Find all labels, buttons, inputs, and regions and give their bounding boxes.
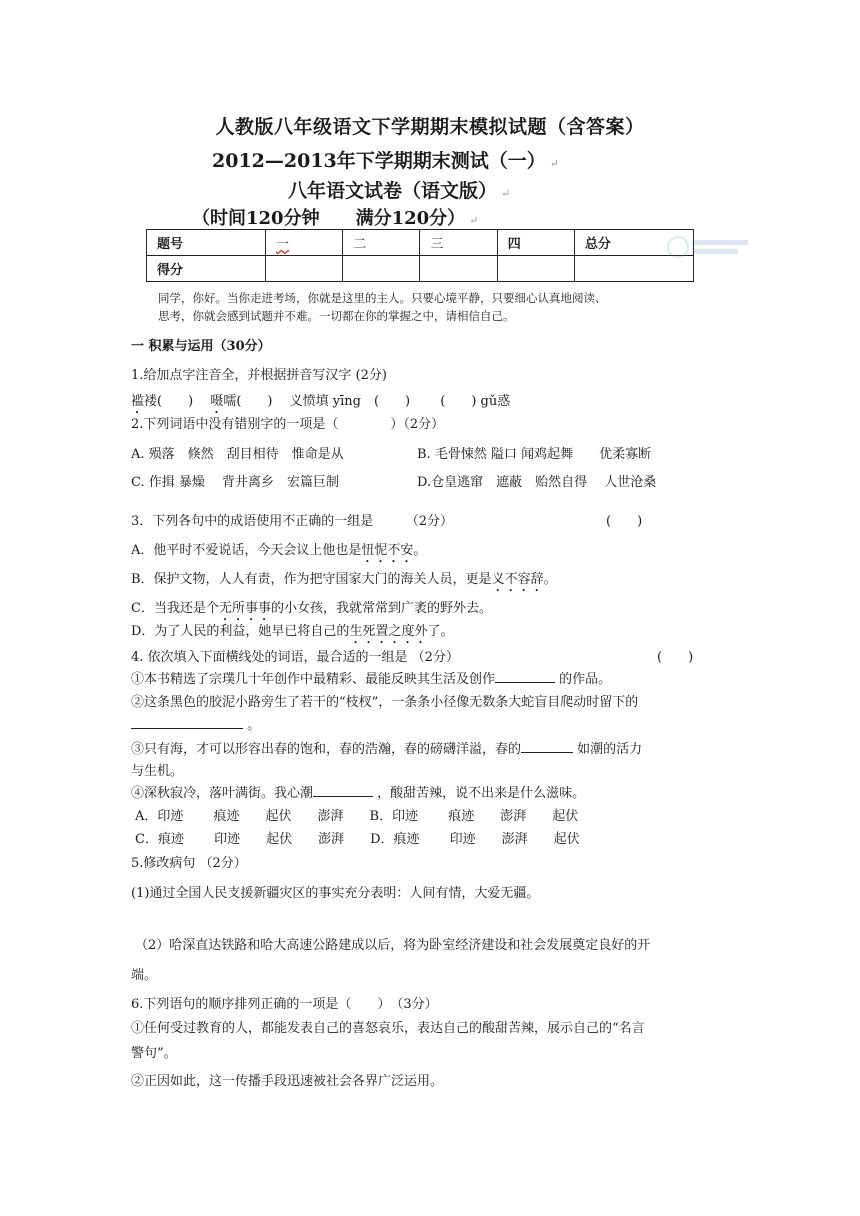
watermark-logo-icon (666, 234, 752, 260)
sentence-text: 的作品。 (555, 672, 612, 687)
score-cell (420, 256, 497, 282)
word-char: 褛 (144, 394, 158, 409)
option-text: 。 (543, 572, 557, 587)
answer-paren: ( ) (606, 514, 643, 529)
option-a (131, 539, 426, 566)
dotted-idiom: 忸怩不安 (361, 543, 414, 558)
sentence-text: ①本书精选了宗璞几十年创作中最精彩、最能反映其生活及创作 (131, 672, 496, 687)
word-char: 嚅 (223, 394, 237, 409)
option-b: B. 毛骨悚然 隘口 闻鸡起舞 优柔寡断 (417, 447, 652, 462)
options-cd: C．痕迹 印迹 起伏 澎湃 D．痕迹 印迹 澎湃 起伏 (135, 832, 580, 847)
score-cell (266, 230, 343, 256)
question-stem: 1.给加点字注音全，并根据拼音写汉字 (2分) (131, 368, 387, 383)
option-a: A. 殒落 倏然 刮目相待 惟命是从 (131, 447, 344, 462)
sentence-text: 如潮的活力 (573, 742, 643, 757)
pinyin-item: 义愤填 yīng ( ) (289, 394, 411, 409)
question-stem: 3．下列各句中的成语使用不正确的一组是 （2分） (131, 514, 454, 529)
return-mark: ↵ (549, 157, 559, 170)
option-text: 的小女孩，我就常常到广袤的野外去。 (270, 601, 492, 616)
question-stem: 2.下列词语中没有错别字的一项是（ ）（2分） (131, 417, 445, 432)
greeting-line: 同学，你好。当你走进考场，你就是这里的主人。只要心境平静，只要细心认真地阅读、 (158, 291, 607, 305)
return-mark: ↵ (501, 187, 511, 200)
score-cell: 得分 (147, 256, 266, 282)
sentence-3-cont: 与生机。 (131, 764, 184, 779)
fill-blank (131, 716, 243, 729)
sentence-2-cont: 端。 (131, 968, 158, 983)
sentence-text: ③只有海，才可以形容出春的饱和，春的浩瀚，春的磅礴洋溢，春的 (131, 742, 522, 757)
answer-paren: ( ) (236, 394, 273, 409)
option-c: C. 作揖 暴燥 背井离乡 宏篇巨制 (131, 475, 340, 490)
section-heading: 一 积累与运用（30分） (131, 339, 271, 354)
return-mark: ↵ (469, 214, 479, 227)
sentence-2: ②这条黑色的胶泥小路旁生了若干的“枝杈”，一条条小径像无数条大蛇盲目爬动时留下的 (131, 695, 639, 710)
option-text: C．当我还是个 (131, 601, 219, 616)
option-text: 了。 (427, 624, 454, 639)
score-cell (497, 256, 574, 282)
options-ab: A．印迹 痕迹 起伏 澎湃 B．印迹 痕迹 澎湃 起伏 (135, 809, 579, 824)
sentence-4 (131, 782, 585, 801)
score-cell: 总分 (574, 230, 693, 256)
exam-paper-name-text: 八年语文试卷（语文版） (288, 180, 498, 202)
sentence-1-cont: 警句”。 (131, 1046, 177, 1061)
sentence-3 (131, 738, 642, 757)
fill-blank (495, 670, 555, 683)
option-d: D.仓皇逃窜 遮蔽 贻然自得 人世沧桑 (417, 475, 657, 490)
dotted-char: 褴 (131, 394, 145, 409)
score-table-score-row (147, 256, 694, 282)
score-table-header-row (147, 230, 694, 256)
question-stem: 5.修改病句 （2分） (131, 856, 247, 871)
score-cell: 三 (420, 230, 497, 256)
exam-subtitle (212, 146, 559, 173)
sentence-2-cont (131, 714, 260, 733)
dotted-idiom: 义不容辞 (491, 572, 544, 587)
pinyin-item: ( ) gǔ惑 (440, 394, 511, 409)
sentence-text: ④深秋寂冷，落叶满街。我心潮 (131, 786, 314, 801)
sentence-2: （2）哈深直达铁路和哈大高速公路建成以后，将为卧室经济建设和社会发展奠定良好的开 (135, 938, 651, 953)
page-title: 人教版八年级语文下学期期末模拟试题（含答案） (215, 116, 645, 138)
exam-time-score-text: （时间120分钟 满分120分） (192, 208, 466, 229)
sentence-text: 。 (243, 718, 261, 733)
option-d (131, 620, 453, 647)
sentence-1: (1)通过全国人民支援新疆灾区的事实充分表明：人间有情，大爱无疆。 (131, 886, 540, 901)
dotted-char: 嗫 (210, 394, 224, 409)
exam-time-score (192, 204, 478, 230)
option-text: B．保护文物，人人有责，作为把守国家大门的海关人员，更是 (131, 572, 492, 587)
score-cell-label: 一 (276, 237, 290, 252)
option-b (131, 568, 557, 595)
fill-blank (313, 784, 373, 797)
sentence-text: ，酸甜苦辣，说不出来是什么滋味。 (373, 786, 586, 801)
question-stem: 4. 依次填入下面横线处的词语，最合适的一组是 （2分） (131, 650, 459, 665)
score-cell: 四 (497, 230, 574, 256)
score-cell (266, 256, 343, 282)
option-text: D．为了人民的利益，她早已将自己的 (131, 624, 350, 639)
exam-paper-name (288, 176, 510, 203)
dotted-idiom: 生死置之度外 (349, 624, 428, 639)
exam-subtitle-text: 2012—2013年下学期期末测试（一） (212, 150, 546, 172)
sentence-2: ②正因如此，这一传播手段迅速被社会各界广泛运用。 (131, 1074, 444, 1089)
sentence-1: ①任何受过教育的人，都能发表自己的喜怒哀乐，表达自己的酸甜苦辣，展示自己的“名言 (131, 1021, 645, 1036)
answer-paren: ( ) (657, 650, 694, 665)
sentence-1 (131, 668, 611, 687)
score-table (146, 229, 694, 282)
score-cell (343, 256, 420, 282)
answer-paren: ( ) (157, 394, 194, 409)
score-cell: 二 (343, 230, 420, 256)
question-stem: 6.下列语句的顺序排列正确的一项是（ ） （3分） (131, 997, 438, 1012)
greeting-line: 思考，你就会感到试题并不难。一切都在你的掌握之中，请相信自己。 (158, 309, 515, 323)
fill-blank (521, 740, 573, 753)
option-text: 。 (413, 543, 427, 558)
score-cell: 题号 (147, 230, 266, 256)
dotted-idiom: 无所事事 (218, 601, 271, 616)
option-text: A．他平时不爱说话，今天会议上他也是 (131, 543, 362, 558)
